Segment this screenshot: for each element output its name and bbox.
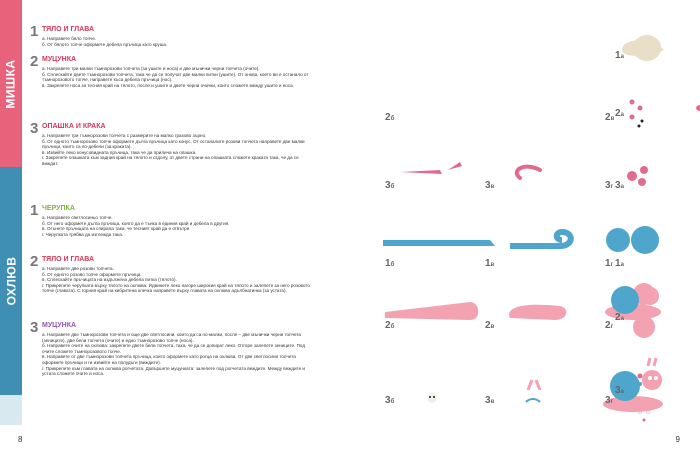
step-heading: ТЯЛО И ГЛАВА <box>42 256 95 263</box>
page-number-left: 8 <box>18 435 23 444</box>
right-page <box>350 0 700 464</box>
snail-label-3a: 3а <box>615 385 624 396</box>
step-text <box>42 332 314 377</box>
snail-label-2d: 2г <box>605 320 614 331</box>
step-label-2b: 2б <box>385 112 395 123</box>
mouse-step-1 <box>30 23 320 47</box>
snail-label-3b: 3б <box>385 395 395 406</box>
step-label-2c: 2в <box>605 112 615 123</box>
step-line: в. Извийте леко конусовидната пръчица, така че да прилича на опашка. <box>42 149 197 155</box>
snail-label-2a: 2а <box>615 312 624 323</box>
step-line: в. Направете от две тъмнорозови топчета пръчица, които оформете като рогца на охлюва. От две светлосини топчета оформете пръчици и ги извийте на полудъги (веждите). <box>42 354 296 365</box>
step-text <box>42 36 314 47</box>
step-line: а. Направете три малки тъмнорозови топчета (за ушите и носа) и две мънички черни топчета (очите). <box>42 66 260 71</box>
step-line: г. Прикрепете черупката върху тялото на охлюва. Ѝдвинете леко нагоре широкия край на тялото и залепете за него розовото топче (главата). С горния край на кибритена клечка направете върху главата на охлюва адълбнатинка (за устата). <box>42 282 310 294</box>
step-line: г. Закрепете опашката към задния край на тялото и отдолу, от двете страни на опашката сложете краката така, че да се виждат. <box>42 155 299 166</box>
step-line: б. От него оформете дълга пръчица, която да е тънка в единия край и дебела в другия. <box>42 220 230 226</box>
section-tab-snail: ОХЛЮВ <box>0 167 22 395</box>
step-label-2a: 2а <box>615 108 624 119</box>
mouse-step-3 <box>30 120 320 193</box>
step-heading: МУЦУНКА <box>42 56 77 63</box>
step-line: г. Черупката трябва да изглежда така. <box>42 231 124 237</box>
step-heading: ТЯЛО И ГЛАВА <box>42 26 95 33</box>
step-line: г. Прикрепете към главата на охлюва рогчетата. Довършете муцунката: залепете под рогчетата веждите. Между веждите и устата сложете очите и носа. <box>42 365 305 377</box>
snail-label-2c: 2в <box>485 320 495 331</box>
step-line: а. Направете две тъмнорозови топчета и още две светлосини, които да са по-малки, после – две мънички черни топчета (зениците), две бели топчета (очите) и едно тъмнорозово топче (носа). <box>42 332 301 343</box>
step-heading: ЧЕРУПКА <box>42 205 75 212</box>
step-line: а. Направете светлосиньо топче. <box>42 215 113 220</box>
step-text <box>42 66 314 88</box>
snail-step-2 <box>30 253 320 316</box>
snail-label-1b: 1б <box>385 258 395 269</box>
mouse-step-2 <box>30 53 320 116</box>
section-tab-mouse: МИШКА <box>0 0 22 167</box>
step-number: 3 <box>30 120 39 137</box>
step-line: а. Направете три тъмнорозови топчета с размерите на малко грахово зърно. <box>42 133 207 138</box>
step-number: 1 <box>30 23 39 40</box>
snail-step-3 <box>30 319 320 422</box>
snail-label-3c: 3в <box>485 395 495 406</box>
section-tab-footer <box>0 395 22 425</box>
step-number: 1 <box>30 202 39 219</box>
step-text <box>42 215 314 237</box>
step-label-3a: 3а <box>615 180 624 191</box>
step-label-3c: 3в <box>485 180 495 191</box>
step-line: б. От бялото топче оформете дебела пръчица като круша. <box>42 41 168 47</box>
step-label-3d: 3г <box>605 180 614 191</box>
snail-label-1c: 1в <box>485 258 495 269</box>
step-label-1a: 1а <box>615 50 624 61</box>
snail-label-3d: 3г <box>605 395 614 406</box>
step-heading: МУЦУНКА <box>42 322 77 329</box>
step-line: а. Направете бяло топче. <box>42 36 97 41</box>
step-line: в. Закрепете носа за тесния край на тялото, после и ушите и двете черни очички, които сложете между ушите и носа. <box>42 82 294 88</box>
step-line: б. Сплескайте двете тъмнорозови топчета, така че да се получат две малки питки (ушите). От онова, което ви е останало от тъмнорозовото топче, направете къса дебела пръчица (нос). <box>42 71 309 83</box>
step-label-3b: 3б <box>385 180 395 191</box>
step-text <box>42 133 314 167</box>
step-number: 2 <box>30 253 39 270</box>
snail-label-1a: 1а <box>615 258 624 269</box>
snail-label-1d: 1г <box>605 258 614 269</box>
step-line: б. От едното тъмнорозово топче оформете дълга пръчица като конус. От останалите розови топчета направете две малки пръчици, които са по-дебели (за краката). <box>42 138 305 150</box>
clay-illustrations <box>350 0 700 464</box>
step-number: 3 <box>30 319 39 336</box>
page-number-right: 9 <box>675 435 680 444</box>
step-line: б. Направете очите на охлюва: закрепете двете бели топчета, така, че да се допират леко. Отгоре залепете зениците. Под очите сложете тъмнорозовото топче. <box>42 343 306 354</box>
step-line: в. Огънете пръчицата на спирала така, че тесният край да е отвътре. <box>42 226 191 232</box>
snail-step-1 <box>30 202 320 250</box>
step-line: б. От едното розово топче оформете пръчица. <box>42 271 142 277</box>
step-number: 2 <box>30 53 39 70</box>
step-heading: ОПАШКА И КРАКА <box>42 123 106 130</box>
step-line: в. Сплескайте пръчицата на издължена дебела питка (тялото). <box>42 277 177 283</box>
snail-label-2b: 2б <box>385 320 395 331</box>
step-line: а. Направете две розови топчета. <box>42 266 114 271</box>
step-text <box>42 266 314 294</box>
